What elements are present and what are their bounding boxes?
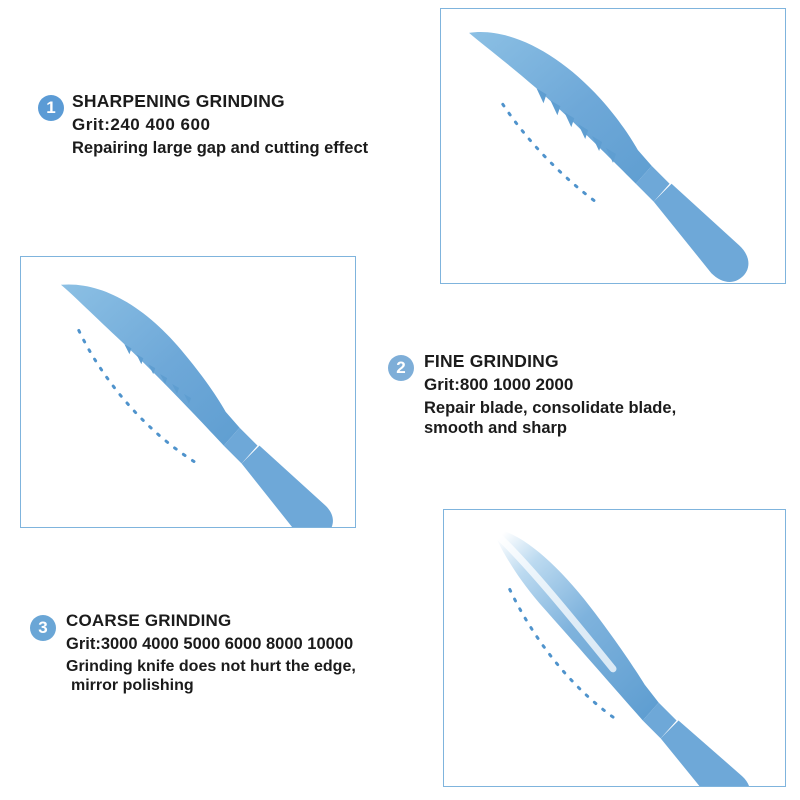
step-3-body <box>66 612 450 696</box>
step-3 <box>30 612 450 696</box>
step-1-grit: Grit:240 400 600 <box>72 115 211 135</box>
fine-edge-knife-illustration <box>21 257 355 527</box>
step-1-description-line-1: Repairing large gap and cutting effect <box>72 138 369 157</box>
step-2-number-badge: 2 <box>388 355 414 381</box>
polished-mirror-knife-illustration <box>444 510 785 786</box>
step-1-body <box>72 92 438 158</box>
handle <box>654 184 749 282</box>
blade-shape <box>61 284 240 445</box>
step-1-description <box>72 138 438 158</box>
handle <box>661 720 750 786</box>
handle <box>242 446 333 527</box>
step-3-description-line-2: mirror polishing <box>71 677 194 695</box>
step-3-description-line-1: Grinding knife does not hurt the edge, <box>66 657 356 675</box>
blade-shape <box>469 32 652 184</box>
step-1-title: SHARPENING GRINDING <box>72 91 285 111</box>
knife-image-panel-3 <box>443 509 786 787</box>
step-2-description-line-2: smooth and sharp <box>424 418 568 437</box>
serrated-edge-knife-illustration <box>441 9 785 283</box>
step-3-description <box>66 657 450 696</box>
step-2 <box>388 352 768 438</box>
step-3-title: COARSE GRINDING <box>66 611 232 630</box>
step-1 <box>38 92 438 158</box>
step-2-description-line-1: Repair blade, consolidate blade, <box>424 398 677 417</box>
step-2-description <box>424 398 768 438</box>
knife-image-panel-1 <box>440 8 786 284</box>
step-2-title: FINE GRINDING <box>424 351 559 371</box>
step-1-number-badge: 1 <box>38 95 64 121</box>
step-3-number-badge: 3 <box>30 615 56 641</box>
mirror-highlight <box>496 534 613 669</box>
knife-image-panel-2 <box>20 256 356 528</box>
step-3-grit: Grit:3000 4000 5000 6000 8000 10000 <box>66 634 354 653</box>
step-2-grit: Grit:800 1000 2000 <box>424 375 574 395</box>
step-2-body <box>424 352 768 438</box>
